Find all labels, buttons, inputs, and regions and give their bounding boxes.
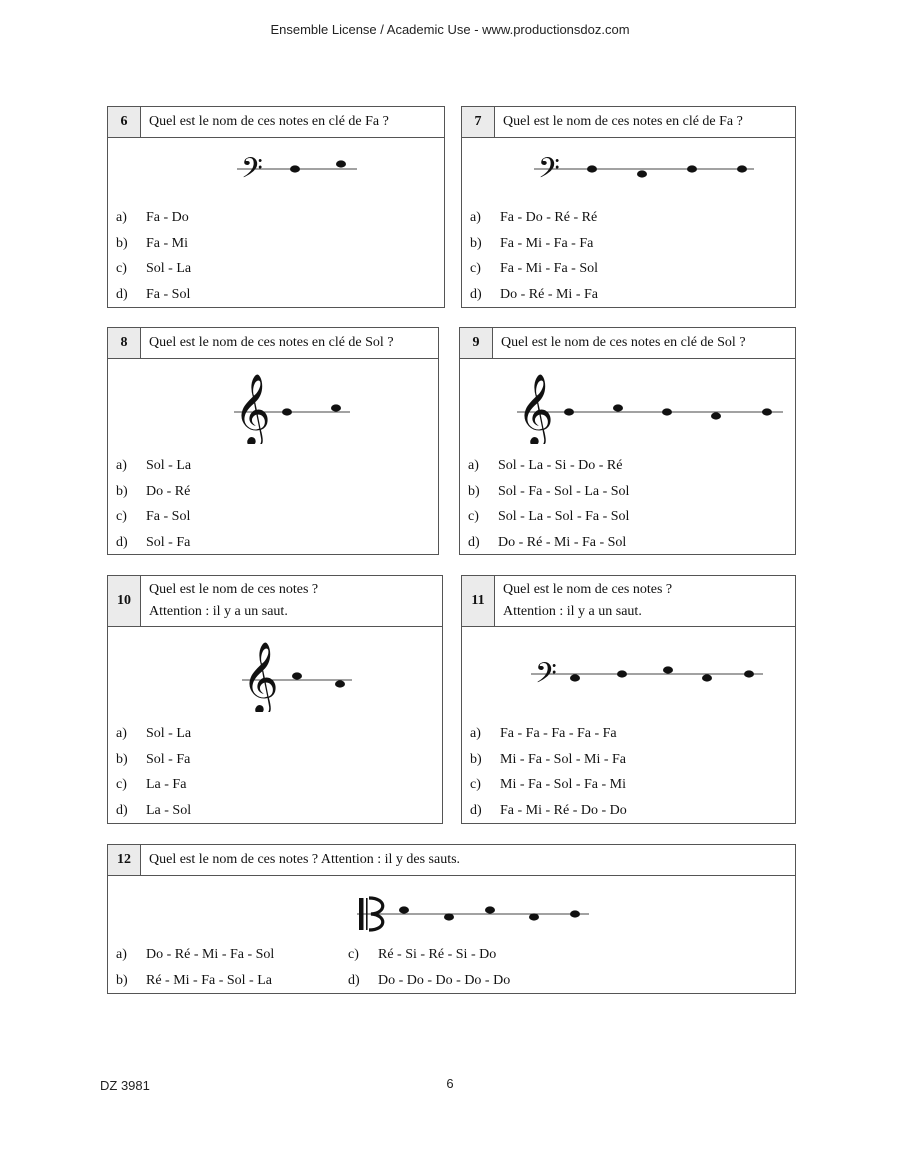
answer-option[interactable]: d) Fa - Sol <box>116 287 191 303</box>
note <box>762 408 772 415</box>
treble-clef-icon <box>232 362 352 444</box>
question-header <box>462 107 795 138</box>
alto-clef-icon <box>353 893 593 935</box>
question-header <box>460 328 795 359</box>
treble-clef-icon <box>240 630 355 712</box>
question-header <box>108 576 442 627</box>
question-number: 10 <box>108 576 141 626</box>
question-text: Quel est le nom de ces notes ? Attention : il y a un saut. <box>503 582 673 619</box>
question-text: Quel est le nom de ces notes ? Attention : il y a un saut. <box>149 582 319 619</box>
answer-option[interactable]: a) Fa - Do - Ré - Ré <box>470 210 598 225</box>
note <box>292 672 302 679</box>
question-number: 6 <box>108 107 141 137</box>
answer-option[interactable]: b) Mi - Fa - Sol - Mi - Fa <box>470 751 626 767</box>
question-number: 11 <box>462 576 495 626</box>
question-text: Quel est le nom de ces notes en clé de Fa ? <box>149 114 389 129</box>
answer-option[interactable]: c) Sol - La - Sol - Fa - Sol <box>468 509 630 525</box>
question-number: 12 <box>108 845 141 875</box>
answer-option[interactable]: c) Mi - Fa - Sol - Fa - Mi <box>470 777 626 793</box>
note <box>637 170 647 177</box>
note <box>570 910 580 917</box>
page-number: 6 <box>446 1076 454 1091</box>
answer-list <box>470 205 598 308</box>
question-7 <box>461 106 796 308</box>
question-header <box>462 576 795 627</box>
answer-option[interactable]: a) Sol - La <box>116 458 192 473</box>
answer-option[interactable]: c) Ré - Si - Ré - Si - Do <box>348 947 497 962</box>
answer-option[interactable]: c) La - Fa <box>116 777 187 793</box>
question-header <box>108 107 444 138</box>
question-header <box>108 328 438 359</box>
svg-text:𝄢: 𝄢 <box>241 152 263 189</box>
note <box>702 674 712 681</box>
svg-text:𝄢: 𝄢 <box>535 657 557 694</box>
note <box>662 408 672 415</box>
answer-list <box>116 721 191 824</box>
answer-option[interactable]: a) Fa - Fa - Fa - Fa - Fa <box>470 726 617 741</box>
answer-option[interactable]: d) Do - Do - Do - Do - Do <box>348 972 511 988</box>
answer-list <box>116 942 588 993</box>
answer-option[interactable]: a) Sol - La <box>116 726 192 741</box>
note <box>587 165 597 172</box>
question-header <box>108 845 795 876</box>
question-text: Quel est le nom de ces notes ? Attention : il y des sauts. <box>149 852 461 867</box>
question-10 <box>107 575 443 824</box>
document-code: DZ 3981 <box>100 1078 150 1093</box>
note <box>529 913 539 920</box>
answer-option[interactable]: d) Fa - Mi - Ré - Do - Do <box>470 803 627 819</box>
answer-option[interactable]: d) Sol - Fa <box>116 535 191 551</box>
question-number: 9 <box>460 328 493 358</box>
question-text: Quel est le nom de ces notes en clé de Sol ? <box>501 335 746 350</box>
note <box>335 680 345 687</box>
license-header: Ensemble License / Academic Use - www.productionsdoz.com <box>270 22 630 37</box>
svg-text:𝄞: 𝄞 <box>242 640 279 712</box>
question-number: 7 <box>462 107 495 137</box>
answer-option[interactable]: b) Sol - Fa - Sol - La - Sol <box>468 483 630 499</box>
answer-option[interactable]: c) Sol - La <box>116 261 192 277</box>
bass-clef-icon <box>233 149 363 189</box>
note <box>444 913 454 920</box>
question-9 <box>459 327 796 555</box>
answer-option[interactable]: d) Do - Ré - Mi - Fa - Sol <box>468 535 627 551</box>
note <box>737 165 747 172</box>
question-11 <box>461 575 796 824</box>
answer-option[interactable]: d) Do - Ré - Mi - Fa <box>470 287 598 303</box>
question-text: Quel est le nom de ces notes en clé de Sol ? <box>149 335 394 350</box>
answer-option[interactable]: a) Fa - Do <box>116 210 189 225</box>
answer-list <box>116 453 191 556</box>
answer-option[interactable]: b) Do - Ré <box>116 483 191 499</box>
answer-list <box>468 453 629 556</box>
note <box>290 165 300 172</box>
question-6 <box>107 106 445 308</box>
note <box>613 404 623 411</box>
note <box>744 670 754 677</box>
svg-text:𝄞: 𝄞 <box>517 372 554 444</box>
svg-text:𝄞: 𝄞 <box>234 372 271 444</box>
question-text: Quel est le nom de ces notes en clé de Fa ? <box>503 114 743 129</box>
note <box>570 674 580 681</box>
question-8 <box>107 327 439 555</box>
note <box>331 404 341 411</box>
answer-option[interactable]: a) Sol - La - Si - Do - Ré <box>468 458 623 473</box>
svg-text:𝄢: 𝄢 <box>538 152 560 189</box>
answer-list <box>116 205 191 308</box>
question-12 <box>107 844 796 994</box>
answer-option[interactable]: b) Sol - Fa <box>116 751 191 767</box>
answer-list <box>470 721 627 824</box>
note <box>336 160 346 167</box>
note <box>687 165 697 172</box>
note <box>617 670 627 677</box>
answer-option[interactable]: a) Do - Ré - Mi - Fa - Sol <box>116 947 275 962</box>
bass-clef-icon <box>527 654 767 694</box>
answer-option[interactable]: d) La - Sol <box>116 803 192 819</box>
note <box>711 412 721 419</box>
answer-option[interactable]: b) Fa - Mi <box>116 235 188 251</box>
question-number: 8 <box>108 328 141 358</box>
answer-option[interactable]: b) Fa - Mi - Fa - Fa <box>470 235 594 251</box>
note <box>399 906 409 913</box>
note <box>564 408 574 415</box>
treble-clef-icon <box>515 362 785 444</box>
answer-option[interactable]: c) Fa - Sol <box>116 509 191 525</box>
note <box>663 666 673 673</box>
answer-option[interactable]: b) Ré - Mi - Fa - Sol - La <box>116 972 272 988</box>
note <box>282 408 292 415</box>
answer-option[interactable]: c) Fa - Mi - Fa - Sol <box>470 261 598 277</box>
bass-clef-icon <box>530 149 760 189</box>
note <box>485 906 495 913</box>
